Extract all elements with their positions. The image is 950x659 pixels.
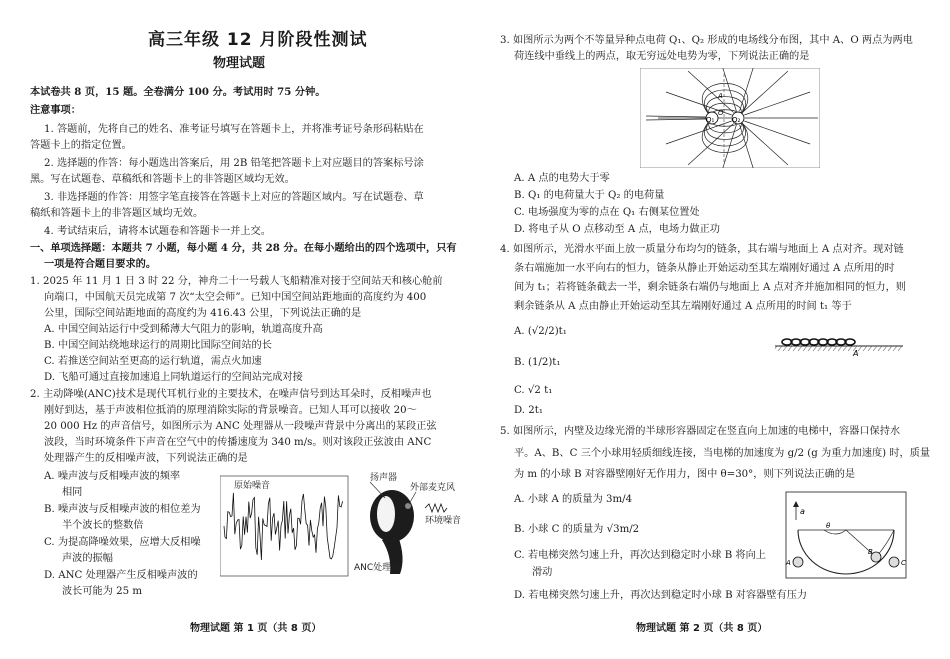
note-4: 4. 考试结束后，请将本试题卷和答题卡一并上交。 <box>44 226 271 237</box>
hatch-line <box>888 346 892 351</box>
q2-option-d-2: 波长可能为 25 m <box>62 586 143 597</box>
label-o: O <box>718 109 724 117</box>
hatch-line <box>813 346 817 351</box>
q2-stem-4: 波段，当时环境条件下声音在空气中的传播速度为 340 m/s。则对该段正弦波由 ANC <box>44 437 432 448</box>
processor-label: ANC处理器 <box>354 563 401 573</box>
q1-stem-1: 1. 2025 年 11 月 1 日 3 时 22 分，神舟二十一号载人飞船精准对接于空间站天和核心舱前 <box>30 276 443 287</box>
hatch-line <box>793 346 797 351</box>
label-q1: Q₁ <box>706 116 715 124</box>
hatch-line <box>873 346 877 351</box>
q4-stem-1: 4. 如图所示，光滑水平面上放一质量分布均匀的链条，其右端与地面上 A 点对齐。现对链 <box>500 244 904 255</box>
q5-option-b: B. 小球 C 的质量为 √3m/2 <box>514 524 640 535</box>
hatch-line <box>893 346 897 351</box>
footer-page-1: 物理试题 第 1 页（共 8 页） <box>190 623 322 634</box>
footer-page-2: 物理试题 第 2 页（共 8 页） <box>636 623 768 634</box>
hatch-line <box>778 346 782 351</box>
point-a-label: A <box>853 349 859 358</box>
q2-stem-3: 20 000 Hz 的声音信号，如图所示为 ANC 处理器从一段噪声背景中分离出的某段正弦 <box>44 421 437 432</box>
hatch-line <box>848 346 852 351</box>
section-1-line-2: 一项是符合题目要求的。 <box>44 258 157 270</box>
q4-option-a: A. (√2/2)t₁ <box>514 326 567 337</box>
wave-label: 原始噪音 <box>234 481 271 491</box>
ball-c <box>889 557 899 567</box>
theta-label: θ <box>826 522 831 530</box>
accel-label: a <box>800 507 805 516</box>
hemisphere-figure <box>784 490 910 582</box>
q1-option-b: B. 中国空间站绕地球运行的周期比国际空间站的长 <box>44 340 272 351</box>
speaker-label: 扬声器 <box>370 473 398 483</box>
q5-stem-2: 平。A、B、C 三个小球用轻质细线连接，当电梯的加速度为 g/2 (g 为重力加速度) 时，质量 <box>514 448 931 459</box>
q4-stem-4: 剩余链条从 A 点由静止开始运动至其左端刚好通过 A 点所用的时间 t₁ 等于 <box>514 301 852 312</box>
field-lines-figure <box>640 68 820 168</box>
exam-info: 本试卷共 8 页，15 题。全卷满分 100 分。考试用时 75 分钟。 <box>30 86 326 98</box>
hatch-line <box>858 346 862 351</box>
hatch-line <box>788 346 792 351</box>
q2-option-d-1: D. ANC 处理器产生反相噪声波的 <box>44 570 198 581</box>
q4-option-b: B. (1/2)t₁ <box>514 357 561 368</box>
label-q2: Q₂ <box>732 116 741 124</box>
q4-option-c: C. √2 t₁ <box>514 385 553 396</box>
earbud-speaker <box>377 496 395 532</box>
note-3-line-2: 稿纸和答题卡上的非答题区域均无效。 <box>30 208 204 219</box>
q2-option-c-1: C. 为提高降噪效果，应增大反相噪 <box>44 537 201 548</box>
speaker-pointer <box>370 482 385 498</box>
exam-subtitle: 物理试题 <box>213 56 266 71</box>
q3-option-b: B. Q₁ 的电荷量大于 Q₂ 的电荷量 <box>514 190 665 201</box>
chain-figure <box>775 332 905 358</box>
hatch-line <box>898 346 902 351</box>
ground-hatch <box>775 346 902 351</box>
mic-pointer <box>409 492 416 504</box>
q3-option-d: D. 将电子从 O 点移动至 A 点，电场力做正功 <box>514 224 720 235</box>
hatch-line <box>823 346 827 351</box>
hatch-line <box>883 346 887 351</box>
hatch-line <box>828 346 832 351</box>
hatch-line <box>833 346 837 351</box>
q1-stem-3: 公里，国际空间站距地面的高度约为 416.43 公里，下列说法正确的是 <box>44 308 362 319</box>
page-2 <box>500 0 931 659</box>
section-1-line-1: 一、单项选择题：本题共 7 小题，每小题 4 分，共 28 分。在每小题给出的四个选项中，只有 <box>30 242 457 254</box>
notes-header: 注意事项： <box>30 104 81 116</box>
env-noise-wave <box>425 504 447 512</box>
q2-stem-2: 刚好到达，基于声波相位抵消的原理消除实际的背景噪音。已知人耳可以接收 20～ <box>44 405 417 416</box>
anc-figure <box>220 466 465 578</box>
q1-option-d: D. 飞船可通过直接加速追上同轨道运行的空间站完成对接 <box>44 372 303 383</box>
q4-option-d: D. 2t₁ <box>514 405 543 416</box>
q2-option-b-1: B. 噪声波与反相噪声波的相位差为 <box>44 504 201 515</box>
hatch-line <box>878 346 882 351</box>
ball-a <box>793 557 803 567</box>
elevator-frame <box>786 492 906 578</box>
q1-option-c: C. 若推送空间站至更高的运行轨道，需点火加速 <box>44 356 262 367</box>
page-1 <box>30 0 460 659</box>
q2-option-b-2: 半个波长的整数倍 <box>62 520 144 531</box>
note-2-line-1: 2. 选择题的作答：每小题选出答案后，用 2B 铅笔把答题卡上对应题目的答案标号涂 <box>44 158 424 169</box>
note-1-line-2: 答题卡上的指定位置。 <box>30 140 132 151</box>
q2-option-a-2: 相同 <box>62 487 83 498</box>
hatch-line <box>843 346 847 351</box>
q5-option-d: D. 若电梯突然匀速上升，再次达到稳定时小球 B 对容器壁有压力 <box>514 590 808 601</box>
env-noise-label: 环境噪音 <box>425 516 462 526</box>
mic-label: 外部麦克风 <box>410 483 456 493</box>
chain <box>782 339 855 345</box>
q1-option-a: A. 中国空间站运行中受到稀薄大气阻力的影响，轨道高度升高 <box>44 324 323 335</box>
hatch-line <box>783 346 787 351</box>
q3-option-a: A. A 点的电势大于零 <box>514 173 610 184</box>
note-1-line-1: 1. 答题前，先将自己的姓名、准考证号填写在答题卡上，并将准考证号条形码粘贴在 <box>44 124 424 135</box>
q5-option-c-2: 滑动 <box>532 567 553 578</box>
note-2-line-2: 黑。写在试题卷、草稿纸和答题卡上的非答题区域均无效。 <box>30 174 295 185</box>
q2-option-c-2: 声波的振幅 <box>62 553 113 564</box>
label-ball-a: A <box>786 559 791 567</box>
mic-dot <box>405 503 411 509</box>
hatch-line <box>868 346 872 351</box>
q5-option-c-1: C. 若电梯突然匀速上升，再次达到稳定时小球 B 将向上 <box>514 550 766 561</box>
hatch-line <box>775 346 777 351</box>
note-3-line-1: 3. 非选择题的作答：用签字笔直接答在答题卡上对应的答题区域内。写在试题卷、草 <box>44 192 424 203</box>
q4-stem-2: 条右端施加一水平向右的恒力，链条从静止开始运动至其左端刚好通过 A 点所用的时 <box>514 263 895 274</box>
exam-title: 高三年级 12 月阶段性测试 <box>148 30 368 50</box>
q3-stem-2: 荷连线中垂线上的两点，取无穷远处电势为零，下列说法正确的是 <box>514 51 810 62</box>
hatch-line <box>838 346 842 351</box>
label-a: A <box>718 92 723 100</box>
q5-stem-3: 为 m 的小球 B 对容器壁刚好无作用力，图中 θ=30°，则下列说法正确的是 <box>514 469 856 480</box>
hatch-line <box>803 346 807 351</box>
q4-stem-3: 间为 t₁；若将链条截去一半，剩余链条右端仍与地面上 A 点对齐并施加相同的恒力，则 <box>514 282 906 293</box>
q5-option-a: A. 小球 A 的质量为 3m/4 <box>514 494 633 505</box>
q3-stem-1: 3. 如图所示为两个不等量异种点电荷 Q₁、Q₂ 形成的电场线分布图，其中 A、O 两点为两电 <box>500 35 913 46</box>
label-ball-c: C <box>901 559 906 567</box>
hatch-line <box>808 346 812 351</box>
q2-stem-5: 处理器产生的反相噪声波，下列说法正确的是 <box>44 453 248 464</box>
q2-stem-1: 2. 主动降噪(ANC)技术是现代耳机行业的主要技术，在噪声信号到达耳朵时，反相噪声也 <box>30 389 432 400</box>
label-ball-b: B <box>868 548 873 556</box>
q5-stem-1: 5. 如图所示，内壁及边缘光滑的半球形容器固定在竖直向上加速的电梯中，容器口保持水 <box>500 426 901 437</box>
q3-option-c: C. 电场强度为零的点在 Q₁ 右侧某位置处 <box>514 207 700 218</box>
q1-stem-2: 向端口，中国航天员完成第 7 次“太空会师”。已知中国空间站距地面的高度约为 400 <box>44 292 427 303</box>
hatch-line <box>818 346 822 351</box>
hatch-line <box>798 346 802 351</box>
q2-option-a-1: A. 噪声波与反相噪声波的频率 <box>44 471 181 482</box>
hatch-line <box>863 346 867 351</box>
